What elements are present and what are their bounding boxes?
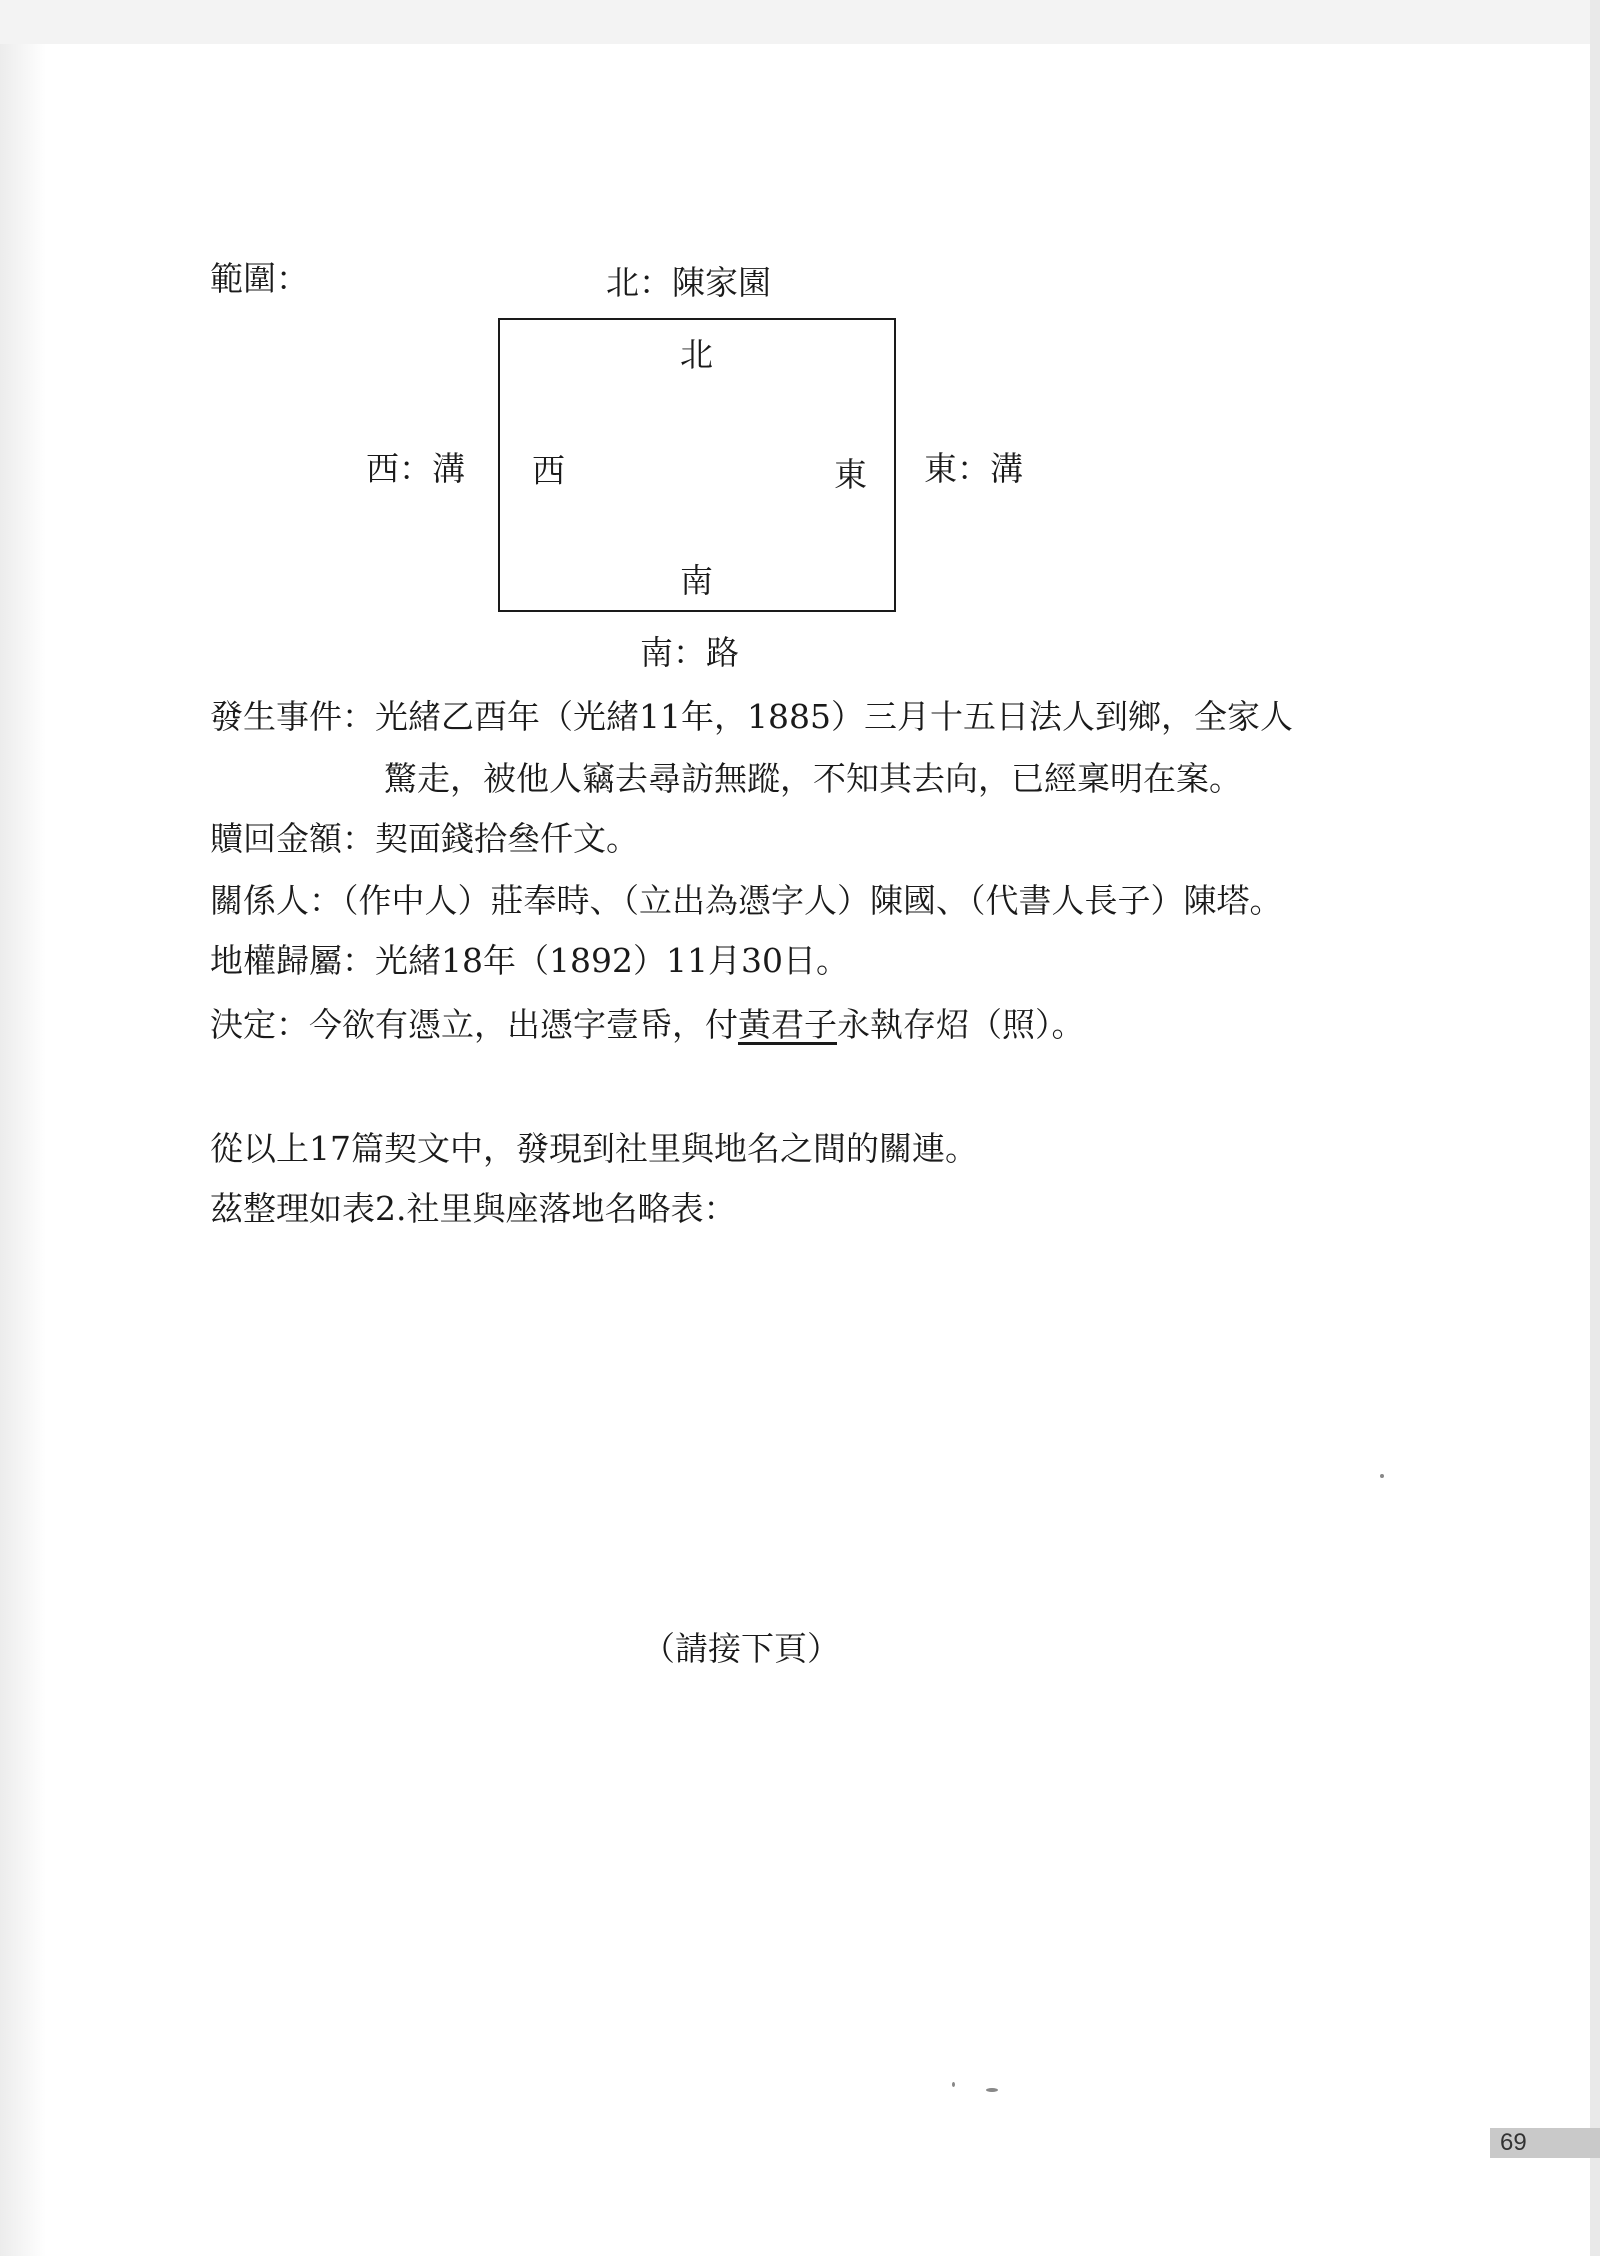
south-boundary-label: 南：路 — [640, 633, 739, 672]
scan-right-edge — [1590, 0, 1600, 2256]
land-boundary-box — [498, 318, 896, 612]
decision-underlined-name: 黃君子 — [738, 1005, 837, 1044]
north-boundary-label: 北：陳家園 — [606, 263, 771, 302]
scan-speck — [1380, 1474, 1384, 1478]
box-east-label: 東 — [834, 455, 867, 494]
scan-top-edge — [0, 0, 1600, 44]
redemption-amount: 贖回金額：契面錢拾叄仟文。 — [210, 819, 639, 858]
box-north-label: 北 — [680, 335, 713, 374]
event-line-2: 驚走，被他人竊去尋訪無蹤，不知其去向，已經稟明在案。 — [384, 759, 1242, 798]
scan-speck — [986, 2088, 998, 2092]
east-boundary-label: 東：溝 — [924, 449, 1023, 488]
related-persons: 關係人：（作中人）莊奉時、（立出為憑字人）陳國、（代書人長子）陳塔。 — [210, 881, 1283, 920]
continue-note: （請接下頁） — [642, 1629, 840, 1668]
decision-prefix: 決定：今欲有憑立，出憑字壹帋，付 — [210, 1005, 738, 1044]
decision-suffix: 永執存炤（照）。 — [837, 1005, 1085, 1044]
decision — [210, 1005, 1085, 1044]
range-label: 範圍： — [210, 259, 309, 298]
land-rights: 地權歸屬：光緒18年（1892）11月30日。 — [210, 941, 849, 980]
event-line-1: 發生事件：光緒乙酉年（光緒11年，1885）三月十五日法人到鄉，全家人 — [210, 697, 1293, 736]
summary-line-1: 從以上17篇契文中，發現到社里與地名之間的關連。 — [210, 1129, 978, 1168]
binding-shadow — [0, 44, 46, 2256]
summary-line-2: 茲整理如表2.社里與座落地名略表： — [210, 1189, 737, 1228]
box-south-label: 南 — [680, 561, 713, 600]
west-boundary-label: 西：溝 — [366, 449, 465, 488]
box-west-label: 西 — [532, 451, 565, 490]
scan-speck — [952, 2082, 955, 2087]
page-number: 69 — [1490, 2128, 1600, 2158]
